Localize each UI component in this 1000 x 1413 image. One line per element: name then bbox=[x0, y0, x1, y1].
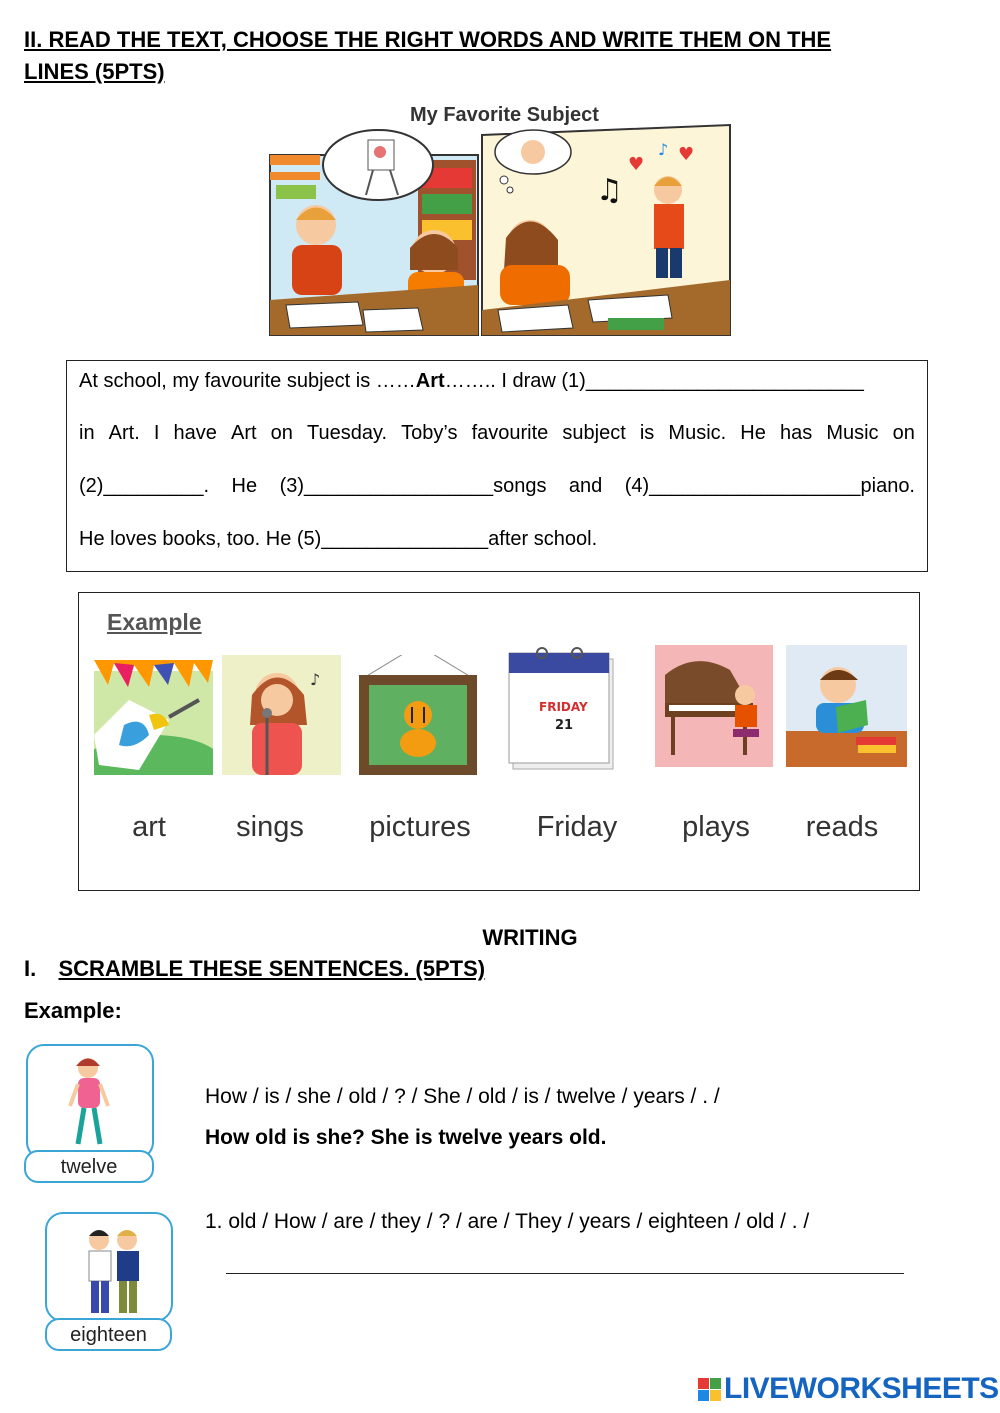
word: on bbox=[270, 422, 293, 444]
word-reads: reads bbox=[805, 811, 879, 843]
word: has bbox=[779, 422, 813, 444]
twelve-label: twelve bbox=[24, 1150, 154, 1183]
word-plays: plays bbox=[682, 811, 750, 843]
blank-2[interactable]: (2)_________. bbox=[79, 475, 210, 497]
svg-text:♥: ♥ bbox=[628, 154, 645, 175]
example-answer-sentence: How old is she? She is twelve years old. bbox=[205, 1126, 607, 1149]
sings-picture bbox=[222, 655, 341, 775]
word: favourite bbox=[471, 422, 549, 444]
svg-text:♪: ♪ bbox=[658, 140, 669, 159]
passage-line-4: He loves books, too. He (5)_______________after school. bbox=[79, 528, 598, 550]
word: in bbox=[79, 422, 95, 444]
word: on bbox=[892, 422, 915, 444]
word: Toby’s bbox=[401, 422, 458, 444]
passage-line-3 bbox=[79, 473, 915, 499]
word: subject bbox=[562, 422, 626, 444]
liveworksheets-logo-icon bbox=[698, 1378, 722, 1402]
section-2-heading bbox=[24, 24, 831, 88]
passage-line-1-end: …….. I draw (1)_________________________ bbox=[444, 370, 864, 392]
word: have bbox=[173, 422, 217, 444]
scramble-heading bbox=[24, 954, 485, 984]
passage-line-2 bbox=[79, 420, 915, 446]
liveworksheets-brand[interactable]: LIVEWORKSHEETS bbox=[724, 1372, 999, 1405]
question-1-answer-line[interactable] bbox=[226, 1273, 904, 1274]
section-2-heading-line1: II. READ THE TEXT, CHOOSE THE RIGHT WORDS AND WRITE THEM ON THE bbox=[24, 27, 832, 52]
favorite-subject-illustration bbox=[268, 120, 732, 340]
plays-piano-picture bbox=[655, 645, 773, 767]
word: and bbox=[568, 475, 603, 497]
passage-line-1-start: At school, my favourite subject is …… bbox=[79, 370, 416, 392]
question-1-scrambled-sentence: 1. old / How / are / they / ? / are / They / years / eighteen / old / . / bbox=[205, 1210, 810, 1233]
example-scrambled-sentence: How / is / she / old / ? / She / old / is / twelve / years / . / bbox=[205, 1085, 720, 1108]
blank-3[interactable]: (3)_________________songs bbox=[279, 475, 547, 497]
girl-picture bbox=[28, 1046, 151, 1157]
figure-title: My Favorite Subject bbox=[410, 104, 599, 126]
reading-passage-box bbox=[66, 360, 928, 572]
two-men-picture bbox=[47, 1214, 170, 1319]
eighteen-label: eighteen bbox=[45, 1318, 172, 1351]
writing-title: WRITING bbox=[482, 925, 578, 950]
word-pictures: pictures bbox=[369, 811, 471, 843]
passage-line-1 bbox=[79, 368, 915, 394]
word: Music. bbox=[668, 422, 727, 444]
word: is bbox=[639, 422, 655, 444]
word-art: art bbox=[132, 811, 166, 843]
word: Art bbox=[231, 422, 257, 444]
friday-calendar-picture bbox=[507, 635, 623, 775]
svg-text:♫: ♫ bbox=[596, 173, 623, 208]
word: Music bbox=[826, 422, 879, 444]
svg-text:♪: ♪ bbox=[310, 670, 321, 689]
svg-text:♥: ♥ bbox=[678, 144, 695, 165]
reads-book-picture bbox=[786, 645, 907, 767]
writing-example-label: Example: bbox=[24, 998, 122, 1023]
scramble-heading-text: SCRAMBLE THESE SENTENCES. (5PTS) bbox=[58, 956, 486, 981]
word: He bbox=[231, 475, 258, 497]
word: I bbox=[153, 422, 160, 444]
calendar-date-text: 21 bbox=[555, 718, 574, 733]
blank-4[interactable]: (4)___________________piano. bbox=[624, 475, 915, 497]
word-friday: Friday bbox=[536, 811, 618, 843]
section-2-heading-line2: LINES (5PTS) bbox=[24, 59, 165, 84]
pictures-picture bbox=[357, 655, 479, 785]
art-class-panel bbox=[270, 130, 478, 335]
calendar-day-text: FRIDAY bbox=[539, 700, 588, 714]
scramble-heading-number: I. bbox=[24, 956, 37, 981]
art-picture bbox=[94, 655, 213, 775]
word: Art. bbox=[108, 422, 140, 444]
word-sings: sings bbox=[236, 811, 304, 843]
eighteen-card bbox=[45, 1212, 173, 1322]
word: He bbox=[740, 422, 766, 444]
word: Tuesday. bbox=[307, 422, 388, 444]
word-bank-box bbox=[78, 592, 920, 891]
word-bank-example-label: Example bbox=[107, 609, 202, 635]
twelve-card bbox=[26, 1044, 154, 1160]
music-class-panel bbox=[482, 125, 730, 335]
example-answer-art: Art bbox=[415, 370, 445, 392]
